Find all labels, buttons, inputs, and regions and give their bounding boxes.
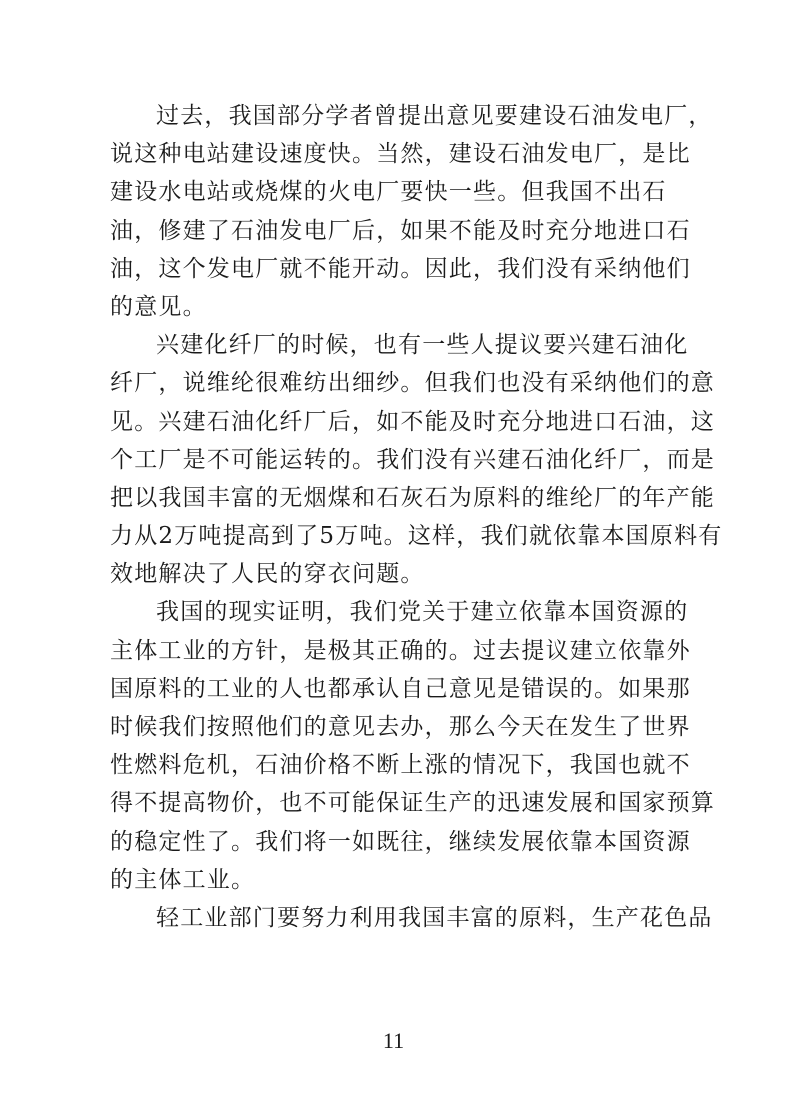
paragraph-1-line-5: 油，这个发电厂就不能开动。因此，我们没有采纳他们 <box>110 255 691 282</box>
paragraph-3-line-1: 我国的现实证明，我们党关于建立依靠本国资源的 <box>156 599 689 626</box>
paragraph-1-line-2: 说这种电站建设速度快。当然，建设石油发电厂，是比 <box>110 141 691 168</box>
paragraph-2-line-2: 纤厂，说维纶很难纺出细纱。但我们也没有采纳他们的意 <box>110 370 715 397</box>
paragraph-2-line-4: 个工厂是不可能运转的。我们没有兴建石油化纤厂，而是 <box>110 446 715 473</box>
paragraph-3-line-4: 时候我们按照他们的意见去办，那么今天在发生了世界 <box>110 714 691 740</box>
paragraph-3-line-8: 的主体工业。 <box>110 866 256 893</box>
paragraph-1-line-3: 建设水电站或烧煤的火电厂要快一些。但我国不出石 <box>110 179 667 206</box>
body-text <box>110 97 723 937</box>
paragraph-2-line-3: 见。兴建石油化纤厂后，如不能及时充分地进口石油，这 <box>110 408 715 435</box>
paragraph-2-line-7: 效地解决了人民的穿衣问题。 <box>110 561 425 588</box>
paragraph-3-line-6: 得不提高物价，也不可能保证生产的迅速发展和国家预算 <box>110 790 715 817</box>
paragraph-3-line-3: 国原料的工业的人也都承认自己意见是错误的。如果那 <box>110 675 691 702</box>
paragraph-1-line-1: 过去，我国部分学者曾提出意见要建设石油发电厂， <box>156 103 713 129</box>
paragraph-1-line-4: 油，修建了石油发电厂后，如果不能及时充分地进口石 <box>110 217 691 244</box>
paragraph-4-line-1: 轻工业部门要努力利用我国丰富的原料，生产花色品 <box>156 904 713 931</box>
paragraph-2-line-5: 把以我国丰富的无烟煤和石灰石为原料的维纶厂的年产能 <box>110 484 715 511</box>
paragraph-3-line-5: 性燃料危机，石油价格不断上涨的情况下，我国也就不 <box>110 752 691 779</box>
paragraph-2-line-1: 兴建化纤厂的时候，也有一些人提议要兴建石油化 <box>156 332 689 359</box>
paragraph-3-line-2: 主体工业的方针，是极其正确的。过去提议建立依靠外 <box>110 637 691 664</box>
paragraph-1-line-6: 的意见。 <box>110 293 207 320</box>
page-number: 11 <box>382 1028 405 1053</box>
paragraph-3-line-7: 的稳定性了。我们将一如既往，继续发展依靠本国资源 <box>110 828 691 855</box>
paragraph-2-line-6: 力从2万吨提高到了5万吨。这样，我们就依靠本国原料有 <box>110 523 723 550</box>
